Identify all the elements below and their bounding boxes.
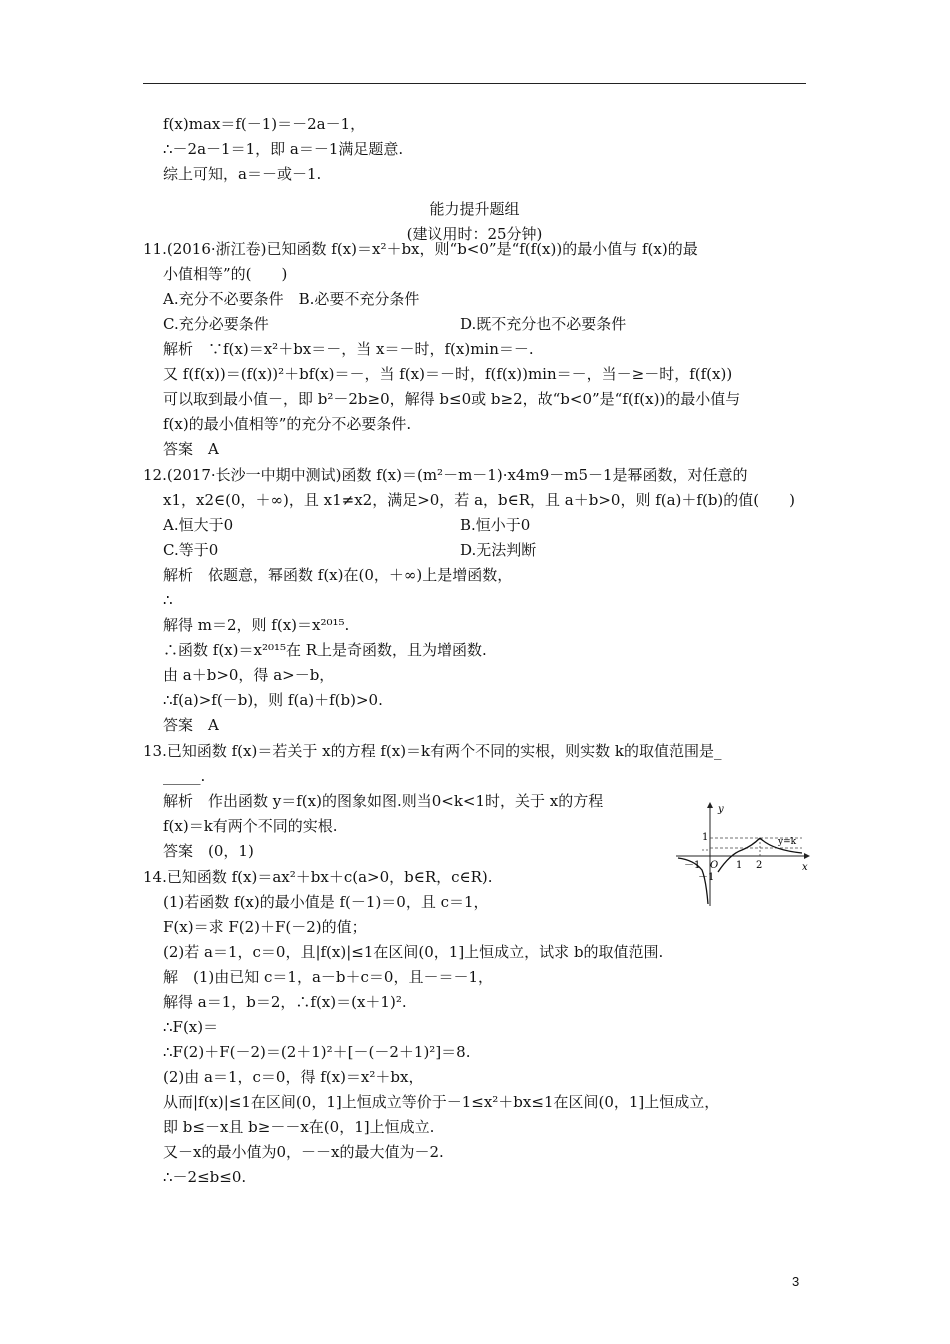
- text-line: 解析 依题意，幂函数 f(x)在(0，＋∞)上是增函数，: [163, 566, 513, 584]
- tick-1-x: 1: [736, 860, 743, 871]
- header-rule: [143, 83, 806, 84]
- tick-neg1-y: －1: [698, 872, 715, 883]
- text-line: 综上可知，a＝－或－1.: [163, 165, 322, 183]
- text-line: 可以取到最小值－，即 b²－2b≥0，解得 b≤0或 b≥2，故“b<0”是“f(f(x))的最小值与: [163, 390, 741, 408]
- section-title: 能力提升题组: [429, 200, 520, 218]
- text-line: 小值相等”的( ): [163, 265, 288, 283]
- y-axis-arrow: [707, 802, 713, 808]
- function-graph: [672, 800, 812, 908]
- text-line: ∴－2a－1＝1，即 a＝－1满足题意.: [163, 140, 404, 158]
- text-line: C.充分必要条件: [163, 315, 269, 333]
- text-line: ∴函数 f(x)＝x²⁰¹⁵在 R上是奇函数，且为增函数.: [163, 641, 487, 659]
- page-number: 3: [792, 1274, 800, 1289]
- text-line: x1，x2∈(0，＋∞)，且 x1≠x2，满足>0，若 a，b∈R，且 a＋b>0，则 f(a)＋f(b)的值( ): [163, 491, 795, 509]
- text-line: 答案 (0，1): [163, 842, 254, 860]
- text-line: A.恒大于0: [163, 516, 234, 534]
- text-line: 12.(2017·长沙一中期中测试)函数 f(x)＝(m²－m－1)·x4m9－m5－1是幂函数，对任意的: [143, 466, 748, 484]
- text-line: ∴F(2)＋F(－2)＝(2＋1)²＋[－(－2＋1)²]＝8.: [163, 1043, 471, 1061]
- text-line: f(x)max＝f(－1)＝－2a－1，: [163, 115, 366, 133]
- text-line: ∴F(x)＝: [163, 1018, 219, 1036]
- text-line: 又 f(f(x))＝(f(x))²＋bf(x)＝－，当 f(x)＝－时，f(f(x))min＝－，当－≥－时，f(f(x)): [163, 365, 733, 383]
- text-line: 答案 A: [163, 716, 219, 734]
- x-axis-label: x: [802, 862, 808, 873]
- text-line: 11.(2016·浙江卷)已知函数 f(x)＝x²＋bx，则“b<0”是“f(f(x))的最小值与 f(x)的最: [143, 240, 698, 258]
- text-line: 解析 作出函数 y＝f(x)的图象如图.则当0<k<1时，关于 x的方程: [163, 792, 604, 810]
- text-line: 由 a＋b>0，得 a>－b，: [163, 666, 335, 684]
- x-axis-arrow: [804, 853, 810, 859]
- origin-label: O: [710, 860, 719, 871]
- y-axis-label: y: [718, 804, 724, 815]
- text-line: ∴: [163, 591, 173, 609]
- text-line: 解 (1)由已知 c＝1，a－b＋c＝0，且－＝－1，: [163, 968, 493, 986]
- text-line: A.充分不必要条件 B.必要不充分条件: [163, 290, 420, 308]
- text-line: 解得 a＝1，b＝2，∴f(x)＝(x＋1)².: [163, 993, 407, 1011]
- text-line: B.恒小于0: [460, 516, 531, 534]
- text-line: ∴f(a)>f(－b)，则 f(a)＋f(b)>0.: [163, 691, 383, 709]
- text-line: 解析 ∵f(x)＝x²＋bx＝－，当 x＝－时，f(x)min＝－.: [163, 340, 534, 358]
- text-line: ∴－2≤b≤0.: [163, 1168, 247, 1186]
- text-line: D.既不充分也不必要条件: [460, 315, 627, 333]
- text-line: 13.已知函数 f(x)＝若关于 x的方程 f(x)＝k有两个不同的实根，则实数 k的取值范围是_: [143, 742, 722, 760]
- text-line: (1)若函数 f(x)的最小值是 f(－1)＝0，且 c＝1，: [163, 893, 489, 911]
- text-line: 14.已知函数 f(x)＝ax²＋bx＋c(a>0，b∈R，c∈R).: [143, 868, 493, 886]
- text-line: f(x)的最小值相等”的充分不必要条件.: [163, 415, 412, 433]
- tick-neg1-x: －1: [684, 860, 701, 871]
- text-line: 又－x的最小值为0，－－x的最大值为－2.: [163, 1143, 444, 1161]
- text-line: _____.: [163, 767, 206, 785]
- text-line: 解得 m＝2，则 f(x)＝x²⁰¹⁵.: [163, 616, 350, 634]
- tick-1-y: 1: [702, 832, 709, 843]
- text-line: 答案 A: [163, 440, 219, 458]
- text-line: 即 b≤－x且 b≥－－x在(0，1]上恒成立.: [163, 1118, 435, 1136]
- section-subtitle: (建议用时：25分钟): [406, 225, 543, 243]
- text-line: (2)若 a＝1，c＝0，且|f(x)|≤1在区间(0，1]上恒成立，试求 b的取值范围.: [163, 943, 664, 961]
- text-line: (2)由 a＝1，c＝0，得 f(x)＝x²＋bx，: [163, 1068, 424, 1086]
- text-line: D.无法判断: [460, 541, 537, 559]
- k-line-label: y=k: [778, 837, 797, 847]
- text-line: 从而|f(x)|≤1在区间(0，1]上恒成立等价于－1≤x²＋bx≤1在区间(0，1]上恒成立，: [163, 1093, 720, 1111]
- text-line: F(x)＝求 F(2)＋F(－2)的值；: [163, 918, 367, 936]
- text-line: C.等于0: [163, 541, 219, 559]
- tick-2-x: 2: [756, 860, 763, 871]
- text-line: f(x)＝k有两个不同的实根.: [163, 817, 338, 835]
